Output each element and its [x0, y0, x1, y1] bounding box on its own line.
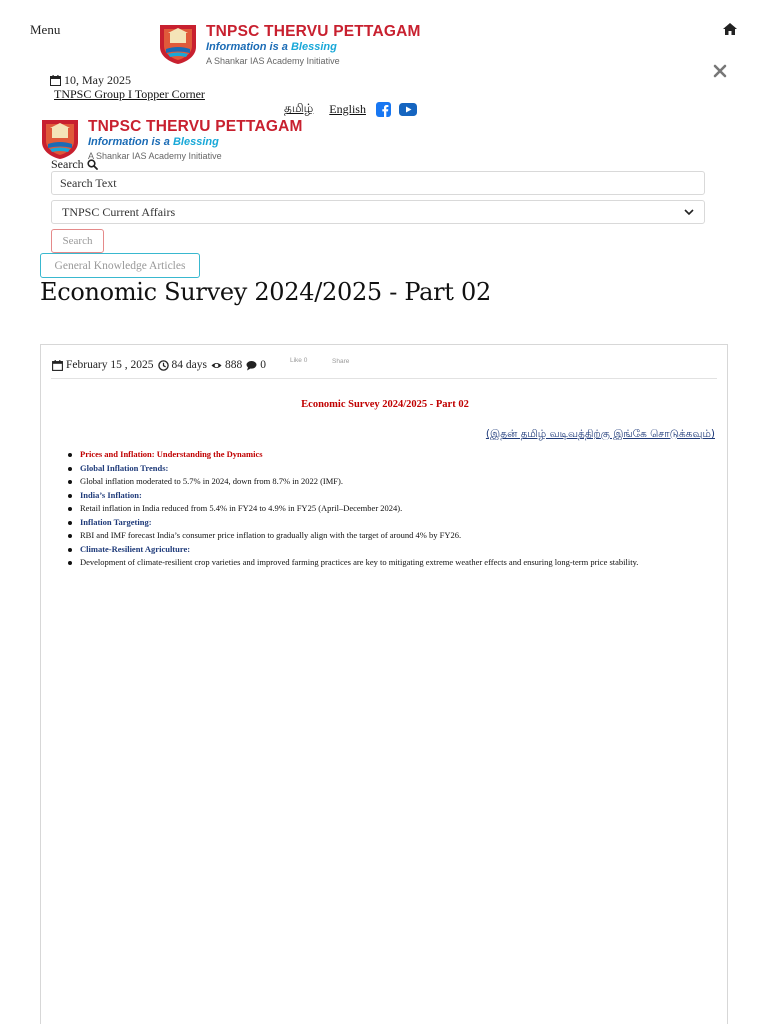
- search-button[interactable]: Search: [51, 229, 104, 253]
- article-age: 84 days: [171, 359, 207, 371]
- calendar-icon: [52, 360, 63, 371]
- list-item: Climate-Resilient Agriculture:: [68, 543, 708, 557]
- comment-icon: [246, 360, 257, 371]
- home-icon[interactable]: [723, 23, 737, 35]
- page-title: Economic Survey 2024/2025 - Part 02: [40, 278, 491, 306]
- menu-button[interactable]: Menu: [30, 22, 61, 37]
- search-icon: [87, 159, 98, 170]
- view-count: 888: [224, 359, 243, 371]
- article-heading: Economic Survey 2024/2025 - Part 02: [301, 399, 469, 410]
- share-button[interactable]: Share: [332, 358, 350, 365]
- topper-corner-link[interactable]: TNPSC Group I Topper Corner: [54, 87, 205, 101]
- list-item: Retail inflation in India reduced from 5.4% in FY24 to 4.9% in FY25 (April–December 2024).: [68, 502, 708, 516]
- close-icon[interactable]: [712, 63, 728, 79]
- brand-tagline-prefix: Information is a: [88, 136, 170, 148]
- article-date: February 15 , 2025: [66, 359, 154, 371]
- site-logo[interactable]: [158, 23, 421, 68]
- top-bar: [0, 0, 768, 66]
- brand-tagline-prefix: Information is a: [206, 41, 288, 53]
- eye-icon: [211, 360, 222, 371]
- brand-subtitle: A Shankar IAS Academy Initiative: [88, 151, 222, 161]
- search-input[interactable]: Search Text: [51, 171, 705, 195]
- language-social-row: [284, 101, 417, 117]
- list-item: India’s Inflation:: [68, 489, 708, 503]
- category-select-value: TNPSC Current Affairs: [62, 204, 176, 219]
- comment-count: 0: [260, 359, 266, 371]
- current-date-text: 10, May 2025: [64, 73, 131, 87]
- article-bullet-list: [68, 448, 708, 570]
- brand-tagline: [206, 41, 421, 54]
- brand-title: TNPSC THERVU PETTAGAM: [206, 23, 421, 40]
- search-label: [51, 157, 98, 172]
- lang-english-link[interactable]: English: [329, 101, 366, 116]
- list-item: Global Inflation Trends:: [68, 462, 708, 476]
- current-date: [50, 73, 131, 88]
- youtube-icon[interactable]: [399, 103, 417, 116]
- lang-tamil-link[interactable]: தமிழ்: [284, 101, 314, 115]
- like-button[interactable]: Like 0: [290, 357, 308, 364]
- brand-title: TNPSC THERVU PETTAGAM: [88, 118, 303, 135]
- calendar-icon: [50, 75, 61, 86]
- list-item: RBI and IMF forecast India’s consumer price inflation to gradually align with the target of around 4% by FY26.: [68, 529, 708, 543]
- brand-tagline: [88, 136, 303, 149]
- list-item: Inflation Targeting:: [68, 516, 708, 530]
- logo-shield-icon: [158, 23, 198, 65]
- chevron-down-icon: [684, 209, 694, 216]
- category-select[interactable]: [51, 200, 705, 224]
- list-item: Prices and Inflation: Understanding the Dynamics: [68, 448, 708, 462]
- article-meta: [52, 359, 266, 371]
- list-item: Development of climate-resilient crop varieties and improved farming practices are key to mitigating extreme weather effects and ensuring long-term price stability.: [68, 556, 708, 570]
- brand-tagline-highlight: Blessing: [172, 136, 219, 148]
- brand-subtitle: A Shankar IAS Academy Initiative: [206, 56, 340, 66]
- search-label-text: Search: [51, 157, 84, 171]
- general-knowledge-button[interactable]: General Knowledge Articles: [40, 253, 200, 278]
- brand-tagline-highlight: Blessing: [290, 41, 337, 53]
- clock-icon: [158, 360, 169, 371]
- facebook-icon[interactable]: [376, 102, 391, 117]
- tamil-version-link[interactable]: (இதன் தமிழ் வடிவத்திற்கு இங்கே சொடுக்கவும்): [485, 428, 715, 440]
- list-item: Global inflation moderated to 5.7% in 2024, down from 8.7% in 2022 (IMF).: [68, 475, 708, 489]
- meta-divider: [51, 378, 717, 379]
- logo-shield-icon: [40, 118, 80, 160]
- article-card: [40, 344, 728, 1024]
